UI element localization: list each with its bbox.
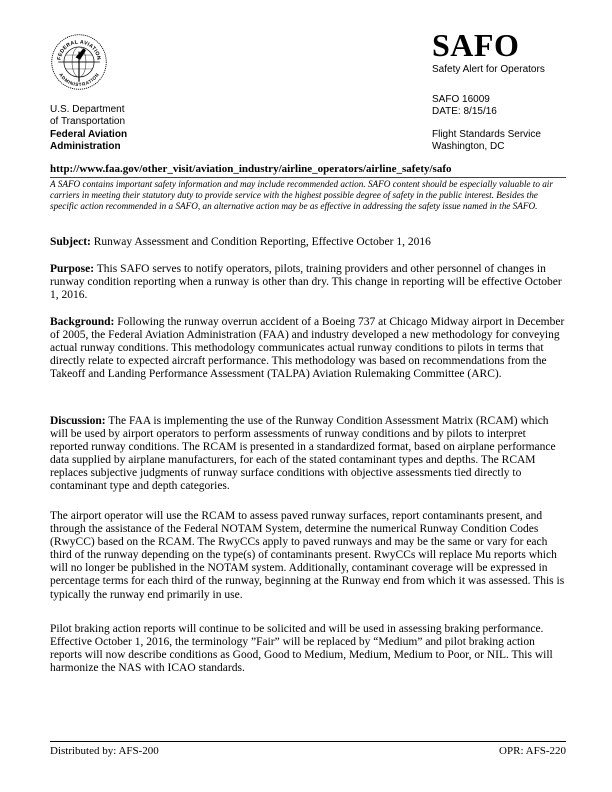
department-name bbox=[50, 104, 125, 127]
background-paragraph bbox=[50, 316, 566, 381]
issuing-office bbox=[432, 129, 541, 152]
department-line-1: U.S. Department bbox=[50, 104, 125, 115]
purpose-label: Purpose: bbox=[50, 263, 95, 275]
svg-text:ADMINISTRATION: ADMINISTRATION bbox=[58, 72, 100, 88]
document-title: SAFO bbox=[432, 27, 520, 63]
subject-text: Runway Assessment and Condition Reporting, Effective October 1, 2016 bbox=[90, 236, 431, 248]
discussion-label: Discussion: bbox=[50, 415, 106, 427]
footer-divider bbox=[50, 741, 566, 742]
svg-text:FEDERAL AVIATION: FEDERAL AVIATION bbox=[56, 39, 102, 61]
discussion-paragraph-2: The airport operator will use the RCAM to assess paved runway surfaces, report contaminants present, and through the assistance of the Federal NOTAM System, determine the numerical Runway Condition Codes (RwyCC) based on the RCAM. The RwyCCs apply to paved runways and may be the same or vary for each third of the runway depending on the type(s) of contaminants present. RwyCCs will replace Mu reports which will no longer be published in the NOTAM system. Additionally, contaminant coverage will be expressed in percentage terms for each third of the runway, beginning at the Runway end from which it was assessed. This is typically the runway end primarily in use. bbox=[50, 510, 565, 601]
document-meta bbox=[432, 94, 497, 117]
discussion-paragraph bbox=[50, 415, 566, 494]
safo-url-link[interactable]: http://www.faa.gov/other_visit/aviation_industry/airline_operators/airline_safety/safo bbox=[50, 163, 452, 175]
agency-line-2: Administration bbox=[50, 140, 121, 152]
subject-paragraph bbox=[50, 236, 566, 249]
opr-code: OPR: AFS-220 bbox=[499, 745, 566, 757]
service-line-2: Washington, DC bbox=[432, 140, 505, 152]
disclaimer-text: A SAFO contains important safety information and may include recommended action. SAFO content should be especially valuable to air carriers in meeting their statutory duty to provide service with the highest possible degree of safety in the public interest. Besides the specific action recommended in a SAFO, an alternative action may be as effective in addressing the safety issue named in the SAFO. bbox=[50, 179, 553, 211]
distributed-by: Distributed by: AFS-200 bbox=[50, 745, 159, 757]
subject-label: Subject: bbox=[50, 236, 91, 248]
header-divider bbox=[50, 177, 566, 178]
agency-name bbox=[50, 129, 127, 152]
purpose-text: This SAFO serves to notify operators, pilots, training providers and other personnel of changes in runway condition reporting when a runway is other than dry. This change in reporting will be effective October 1, 2016. bbox=[50, 263, 562, 302]
department-line-2: of Transportation bbox=[50, 115, 126, 127]
document-subtitle: Safety Alert for Operators bbox=[432, 64, 545, 75]
service-line-1: Flight Standards Service bbox=[432, 129, 541, 140]
agency-line-1: Federal Aviation bbox=[50, 129, 128, 140]
discussion-paragraph-3: Pilot braking action reports will continue to be solicited and will be used in assessing braking performance. Effective October 1, 2016, the terminology ”Fair” will be replaced by “Medium” and pilot braking action reports will now describe conditions as Good, Good to Medium, Medium, Medium to Poor, or NIL. This will harmonize the NAS with ICAO standards. bbox=[50, 623, 553, 675]
background-text: Following the runway overrun accident of a Boeing 737 at Chicago Midway airport in December of 2005, the Federal Aviation Administration (FAA) and industry developed a new methodology for conveying actual runway conditions. This methodology communicates actual runway conditions to pilots in terms that directly relate to expected aircraft performance. This methodology was based on recommendations from the Takeoff and Landing Performance Assessment (TALPA) Aviation Rulemaking Committee (ARC). bbox=[50, 316, 565, 381]
background-label: Background: bbox=[50, 316, 115, 328]
safo-number: SAFO 16009 bbox=[432, 94, 490, 105]
safo-date: DATE: 8/15/16 bbox=[432, 105, 497, 117]
purpose-paragraph bbox=[50, 263, 566, 302]
faa-seal-icon bbox=[50, 33, 108, 91]
discussion-text: The FAA is implementing the use of the Runway Condition Assessment Matrix (RCAM) which will be used by airport operators to perform assessments of runway conditions and by pilots to interpret reported runway conditions. The RCAM is presented in a standardized format, based on airplane performance data supplied by airplane manufacturers, for each of the stated contaminant types and depths. The RCAM replaces subjective judgments of runway surface conditions with objective assessments tied directly to contaminant type and depth categories. bbox=[50, 415, 556, 493]
